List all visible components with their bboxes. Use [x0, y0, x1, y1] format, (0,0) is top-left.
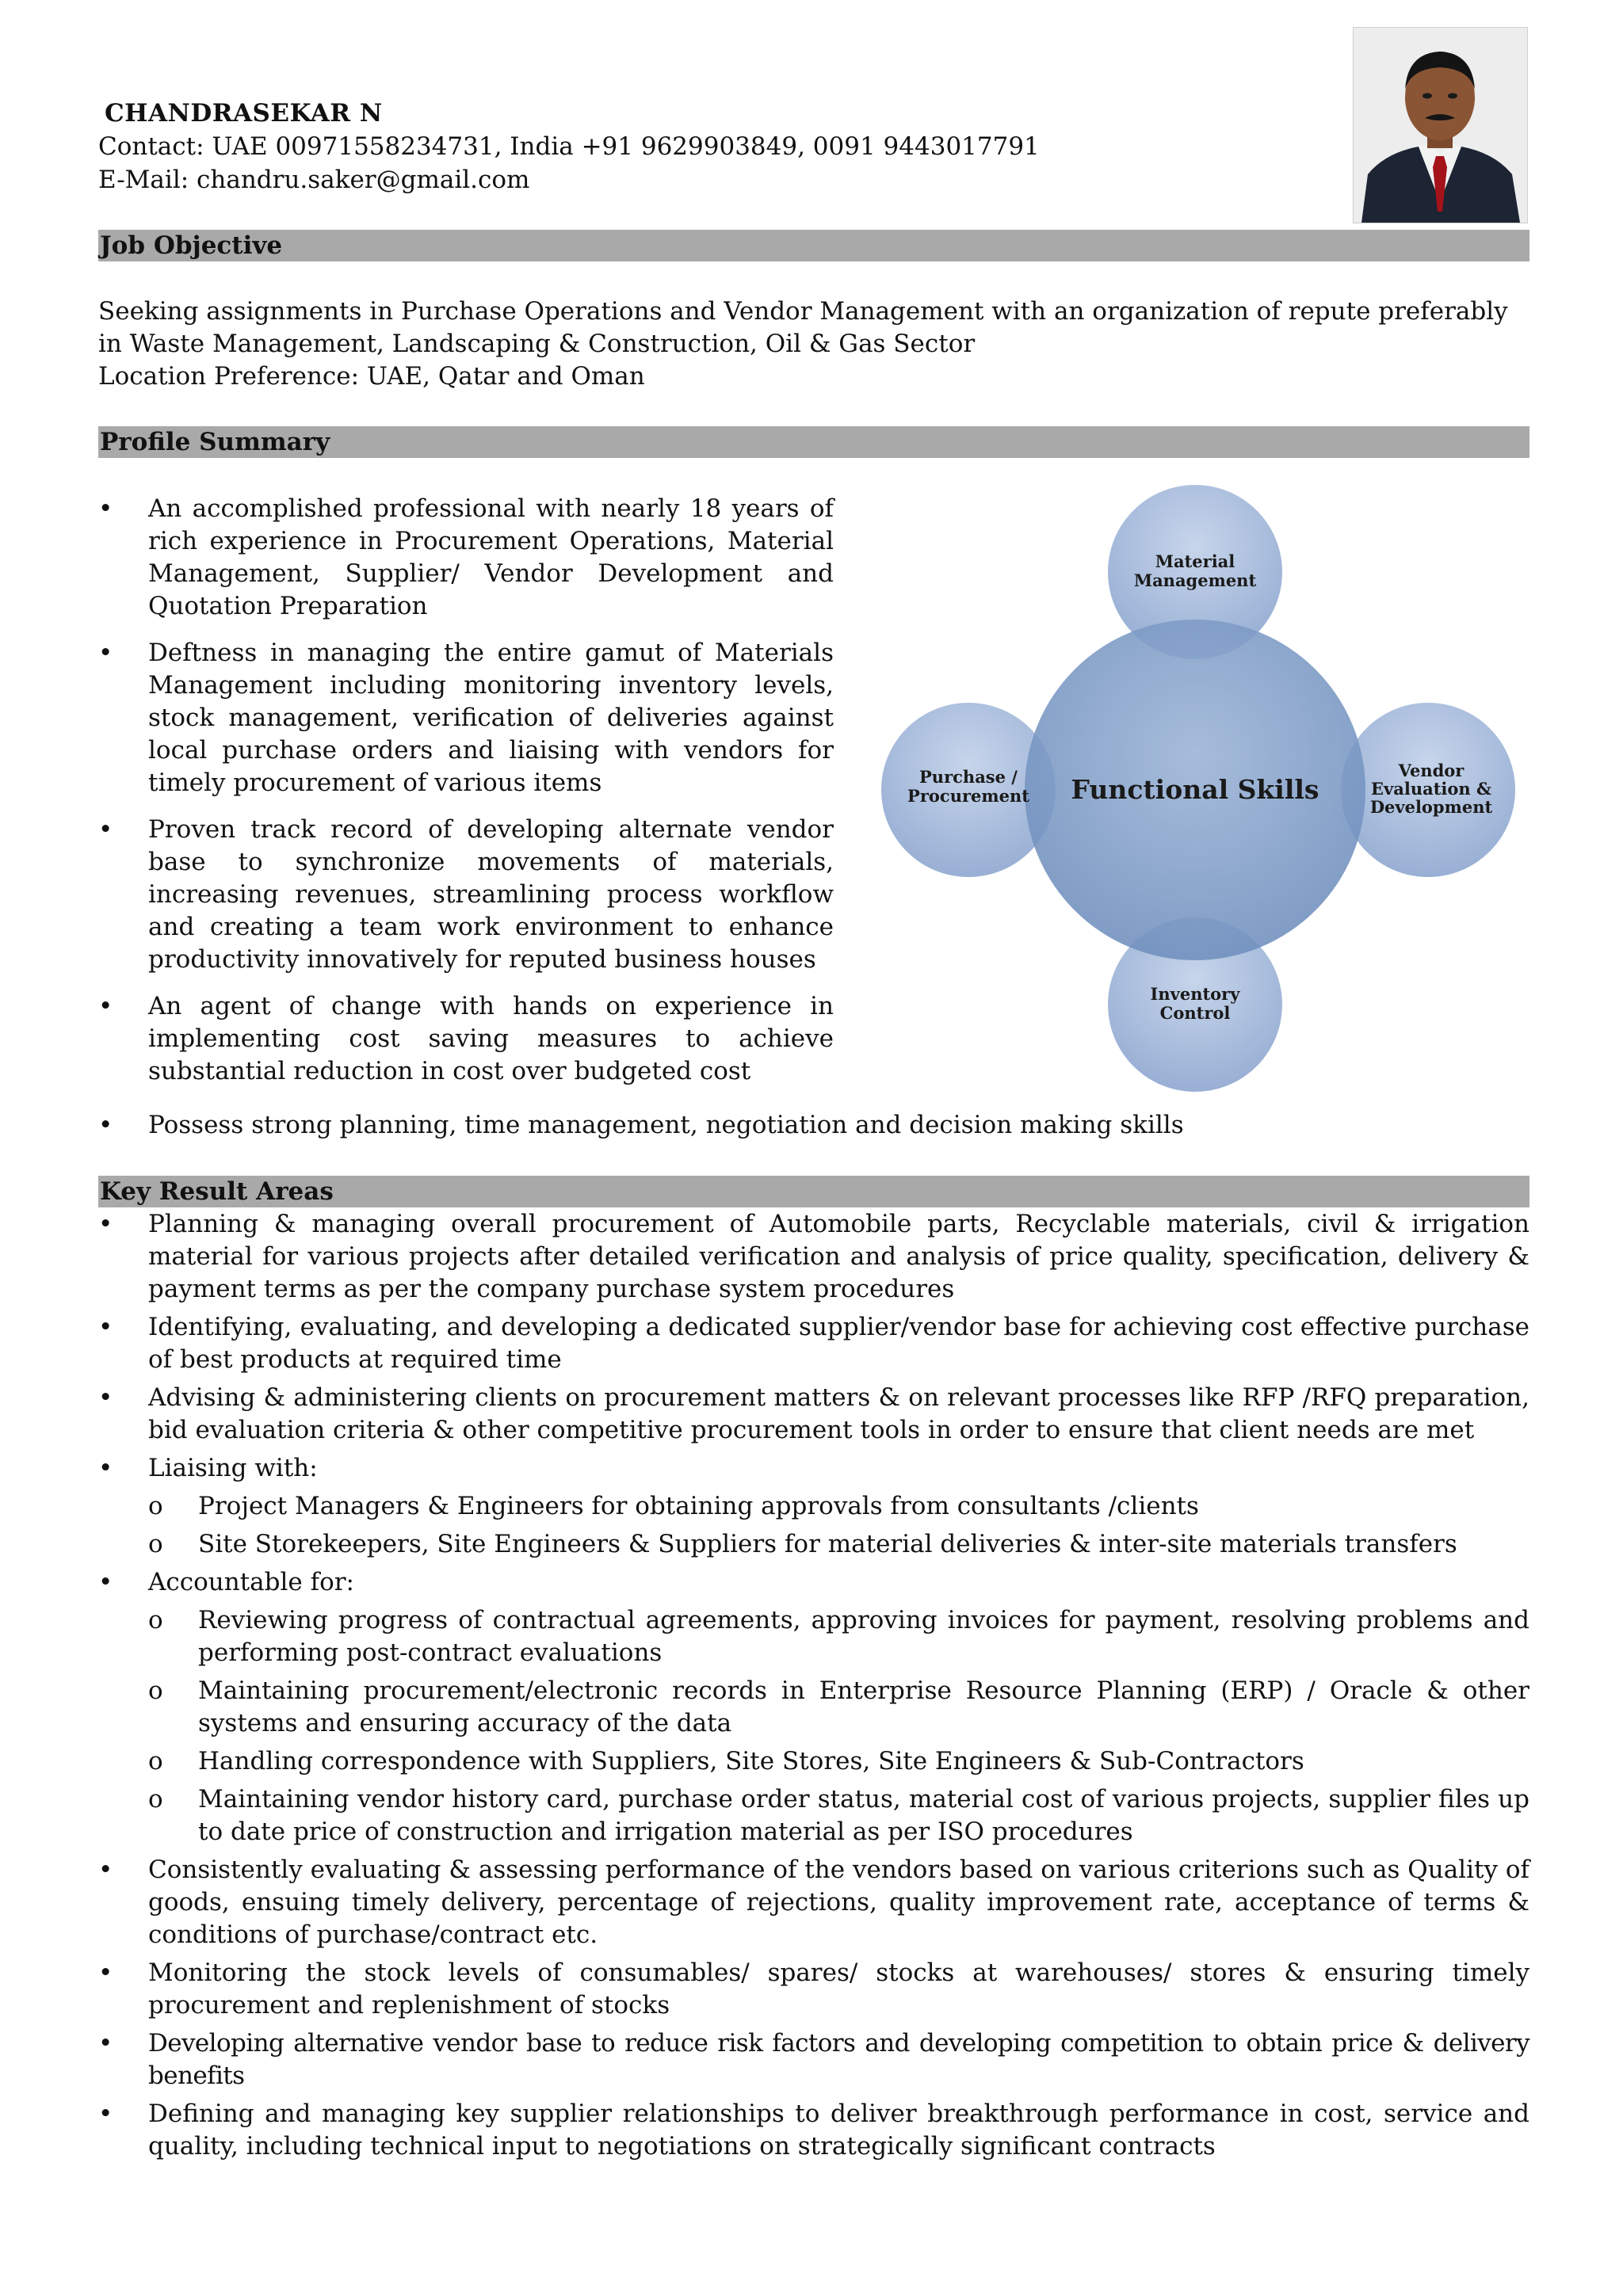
sub-list-accountable [148, 1604, 1529, 1848]
email-line: E-Mail: chandru.saker@gmail.com [98, 166, 530, 194]
list-item-text: Defining and managing key supplier relationships to deliver breakthrough performance in cost, service and quality, including technical input to negotiations on strategically significant contracts [148, 2100, 1529, 2161]
person-photo-icon [1354, 28, 1527, 223]
sub-list-item: o Reviewing progress of contractual agreements, approving invoices for payment, resolving problems and performing post-contract evaluations [148, 1604, 1529, 1669]
diagram-center-label: Functional Skills [1071, 774, 1319, 805]
list-item-text: Accountable for: [148, 1568, 355, 1596]
diagram-bottom-label-1: Inventory [1150, 984, 1240, 1004]
location-preference: Location Preference: UAE, Qatar and Oman [98, 362, 645, 391]
list-item [98, 1382, 1529, 1447]
list-item [98, 1854, 1529, 1951]
functional-skills-svg [872, 475, 1537, 1093]
key-result-areas-list [98, 1208, 1529, 2168]
list-item [98, 1452, 1529, 1561]
diagram-right-label-2: Evaluation & [1371, 779, 1491, 799]
list-item [98, 1311, 1529, 1376]
list-item [98, 1957, 1529, 2022]
sub-list-item: o Site Storekeepers, Site Engineers & Suppliers for material deliveries & inter-site materials transfers [148, 1528, 1529, 1561]
diagram-right-label-1: Vendor [1398, 761, 1465, 780]
sub-list-liaising [148, 1490, 1529, 1561]
diagram-bottom-label-2: Control [1159, 1003, 1231, 1023]
section-title-job-objective: Job Objective [98, 230, 1529, 261]
section-title-profile-summary: Profile Summary [98, 426, 1529, 458]
list-item-text: Identifying, evaluating, and developing a dedicated supplier/vendor base for achieving cost effective purchase of best products at required time [148, 1313, 1529, 1374]
profile-summary-list-continued [98, 1109, 1529, 1142]
list-item: • An accomplished professional with nearly 18 years of rich experience in Procurement Operations, Material Management, Supplier/ Vendor Development and Quotation Preparation [98, 493, 834, 623]
diagram-left-label-2: Procurement [907, 786, 1029, 806]
sub-list-item: o Project Managers & Engineers for obtaining approvals from consultants /clients [148, 1490, 1529, 1523]
sub-list-item: o Maintaining procurement/electronic records in Enterprise Resource Planning (ERP) / Oracle & other systems and ensuring accuracy of the data [148, 1675, 1529, 1740]
section-title-key-result-areas: Key Result Areas [98, 1176, 1529, 1207]
diagram-left-label-1: Purchase / [919, 767, 1018, 787]
list-item: • Possess strong planning, time management, negotiation and decision making skills [98, 1109, 1529, 1142]
diagram-top-label-1: Material [1155, 551, 1235, 571]
sub-list-item: o Maintaining vendor history card, purchase order status, material cost of various projects, supplier files up to date price of construction and irrigation material as per ISO procedures [148, 1783, 1529, 1848]
list-item: • An agent of change with hands on experience in implementing cost saving measures to achieve substantial reduction in cost over budgeted cost [98, 990, 834, 1088]
list-item [98, 2027, 1529, 2092]
job-objective-text [98, 296, 1529, 393]
list-item-text: Advising & administering clients on procurement matters & on relevant processes like RFP /RFQ preparation, bid evaluation criteria & other competitive procurement tools in order to ensure that client needs are met [148, 1383, 1529, 1444]
list-item [98, 1566, 1529, 1848]
list-item-text: Consistently evaluating & assessing performance of the vendors based on various criterions such as Quality of goods, ensuing timely delivery, percentage of rejections, quality improvement rate, acceptance of terms & conditions of purchase/contract etc. [148, 1855, 1529, 1949]
list-item [98, 1208, 1529, 1306]
list-item-text: Monitoring the stock levels of consumables/ spares/ stocks at warehouses/ stores & ensuring timely procurement and replenishment of stocks [148, 1958, 1529, 2019]
candidate-name: CHANDRASEKAR N [105, 99, 383, 128]
objective-statement: Seeking assignments in Purchase Operations and Vendor Management with an organization of repute preferably in Waste Management, Landscaping & Construction, Oil & Gas Sector [98, 297, 1508, 358]
list-item: • Proven track record of developing alternate vendor base to synchronize movements of materials, increasing revenues, streamlining process workflow and creating a team work environment to enhance productivity innovatively for reputed business houses [98, 814, 834, 976]
list-item-text: Planning & managing overall procurement of Automobile parts, Recyclable materials, civil & irrigation material for various projects after detailed verification and analysis of price quality, specification, delivery & payment terms as per the company purchase system procedures [148, 1210, 1529, 1303]
header [98, 97, 1287, 196]
profile-photo [1353, 27, 1528, 223]
profile-summary-list [98, 493, 834, 1102]
list-item-text: Developing alternative vendor base to reduce risk factors and developing competition to obtain price & delivery benefits [148, 2029, 1529, 2090]
list-item: • Deftness in managing the entire gamut of Materials Management including monitoring inventory levels, stock management, verification of deliveries against local purchase orders and liaising with vendors for timely procurement of various items [98, 637, 834, 799]
diagram-right-label-3: Development [1369, 797, 1493, 817]
functional-skills-diagram [872, 475, 1537, 1093]
list-item [98, 2098, 1529, 2163]
diagram-top-label-2: Management [1133, 570, 1257, 590]
contact-line: Contact: UAE 00971558234731, India +91 9629903849, 0091 9443017791 [98, 132, 1040, 161]
list-item-text: Liaising with: [148, 1454, 318, 1482]
sub-list-item: o Handling correspondence with Suppliers, Site Stores, Site Engineers & Sub-Contractors [148, 1745, 1529, 1778]
